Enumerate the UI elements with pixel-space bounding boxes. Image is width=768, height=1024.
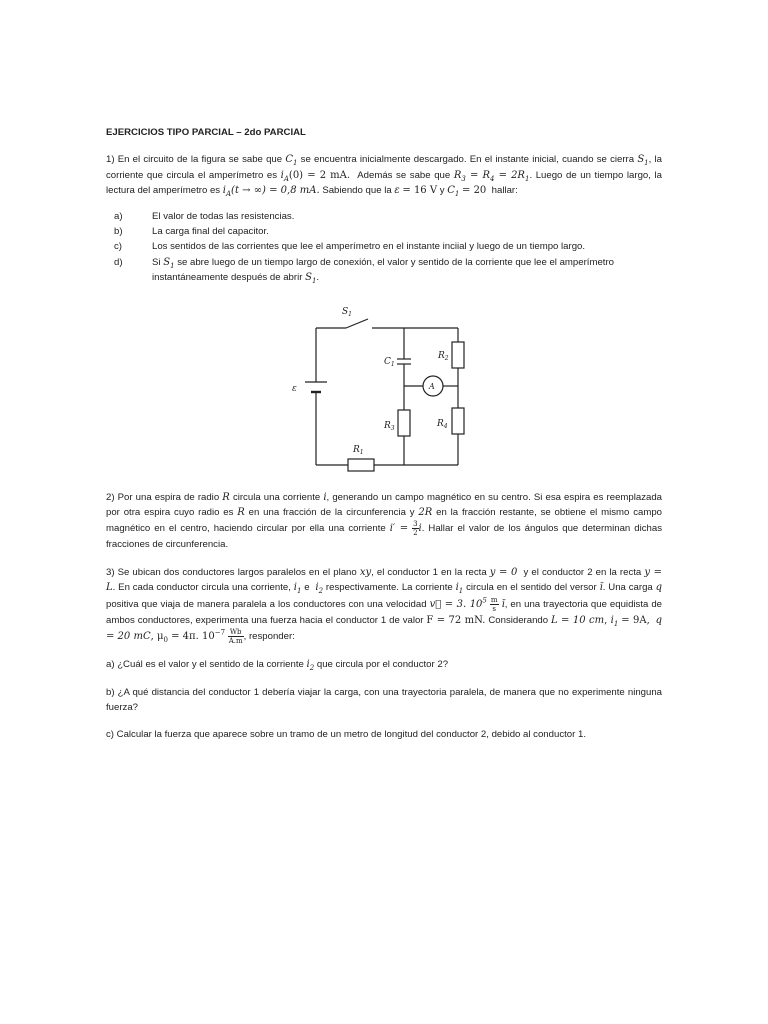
label-emf: ε xyxy=(292,383,297,394)
label-r4: $R_4$ xyxy=(437,418,448,430)
label-r2: $R_2$ xyxy=(438,350,449,362)
exercise-2-statement: 2) Por una espira de radio R circula una corriente i, generando un campo magnético en su centro. Si esa espira es reemplazada por otra espira cuyo radio es R en una fracción de la circunferencia y 2R en la fracción restante, se obtiene el mismo campo magnético en el centro, haciendo circular por ella una corriente i′ = $\frac{3}{2}$ i. Hallar el valor de los ángulos que determinan dichas fracciones de circunferencia. xyxy=(106,491,663,551)
circuit-diagram xyxy=(106,300,662,480)
switch-s1 xyxy=(346,319,368,328)
label-s1: $S_1$ xyxy=(342,306,352,318)
list-item: c) Los sentidos de las corrientes que lee el amperímetro en el instante inciial y luego de un tiempo largo. xyxy=(114,241,586,253)
symbol-s1: $S_1$ xyxy=(637,154,649,168)
resistor-r1 xyxy=(348,459,374,471)
symbol-ia-inf: $i_A(t$ → ∞) = 0,8 mA. xyxy=(222,185,320,199)
exercise-3-question-c: c) Calcular la fuerza que aparece sobre un tramo de un metro de longitud del conductor 2, debido al conductor 1. xyxy=(106,729,586,741)
label-ammeter: A xyxy=(429,381,435,391)
exercise-1-items xyxy=(106,209,662,286)
list-item: b) La carga final del capacitor. xyxy=(114,226,269,238)
exercise-3-question-a: a) ¿Cuál es el valor y el sentido de la corriente $i_2$ que circula por el conductor 2? xyxy=(106,659,449,673)
list-item: d) Si $S_1$ se abre luego de un tiempo largo de conexión, el valor y sentido de la corriente que lee el amperímetro instantáneamente después de abrir $S_1$. xyxy=(114,256,614,286)
document-title: EJERCICIOS TIPO PARCIAL – 2do PARCIAL xyxy=(106,127,306,138)
resistor-r3 xyxy=(398,410,410,436)
document-content xyxy=(106,125,662,743)
exercise-3-question-b: b) ¿A qué distancia del conductor 1 debería viajar la carga, con una trayectoria paralela, de manera que no experimente ninguna fuerza? xyxy=(106,686,662,713)
label-r3: $R_3$ xyxy=(384,420,395,432)
exercise-1-statement: 1) En el circuito de la figura se sabe que $C_1$ se encuentra inicialmente descargado. En el instante inicial, cuando se cierra $S_1$, la corriente que circula el amperímetro es $i_A(0) = 2$ mA. Además se sabe que $R_3 = R_4 = 2R_1$. Luego de un tiempo largo, la lectura del amperímetro es $i_A(t$ → ∞) = 0,8 mA. Sabiendo que la ε = 16 V y $C_1 = 20$ hallar: xyxy=(106,154,662,199)
symbol-r3-eq: $R_3 = R_4 = 2R_1$ xyxy=(453,169,530,183)
resistor-r4 xyxy=(452,408,464,434)
resistor-r2 xyxy=(452,342,464,368)
label-r1: $R_1$ xyxy=(353,444,364,456)
label-c1: $C_1$ xyxy=(384,356,395,368)
list-item: a) El valor de todas las resistencias. xyxy=(114,210,295,222)
symbol-c1: $C_1$ xyxy=(285,154,298,168)
exercise-3-statement: 3) Se ubican dos conductores largos paralelos en el plano xy, el conductor 1 en la recta y = 0 y el conductor 2 en la recta y = L. En cada conductor circula una corriente, $i_1$ e $i_2$ respectivamente. La corriente $i_1$ circula en el sentido del versor ĭ. Una carga q positiva que viaja de manera paralela a los conductores con una velocidad v⃗ = 3. $10^5$ $\frac{m}{s}$ ĭ, en una trayectoria que equidista de ambos conductores, experimenta una fuerza hacia el conductor 1 de valor F = 72 mN. Considerando L = 10 cm, $i_1 = 9A$, q = 20 mC, $\mu_0 = 4\pi$. $10^{-7}$ $\frac{Wb}{A.m}$ , responder: xyxy=(106,566,663,646)
fraction-three-halves: $\frac{3}{2}$ xyxy=(413,520,418,538)
symbol-ia0: $i_A$ xyxy=(280,169,289,183)
